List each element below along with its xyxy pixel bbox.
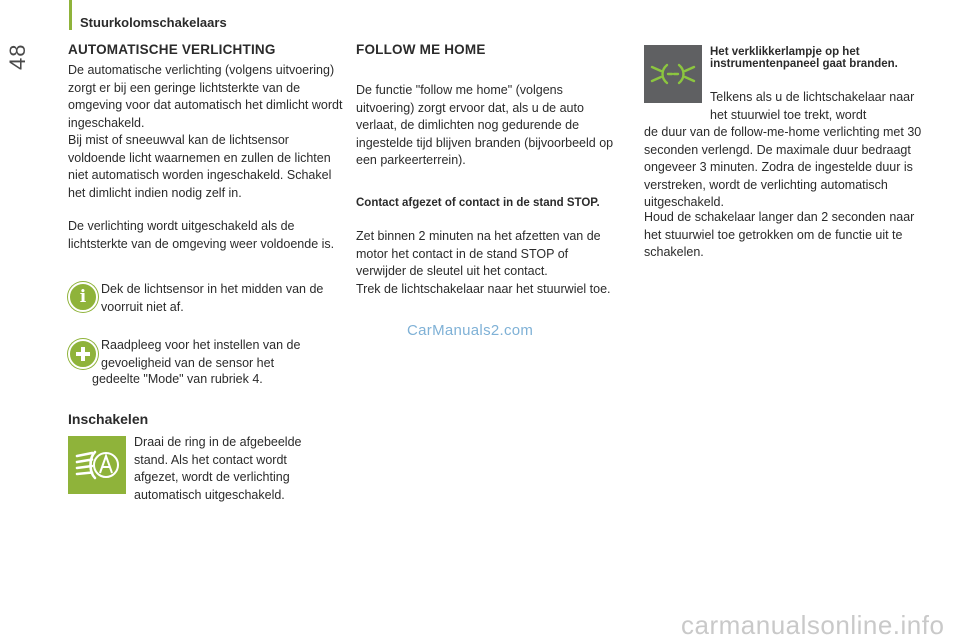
plus-icon [68,339,98,369]
plus-note-line-2: gedeelte "Mode" van rubriek 4. [92,372,263,386]
indicator-lamp-title: Het verklikkerlampje op het instrumentenpaneel gaat branden. [710,46,898,70]
info-icon: i [68,282,98,312]
plus-note-line-1: Raadpleeg voor het instellen van de gevoeligheid van de sensor het [101,338,301,370]
auto-lighting-paragraph-3: De verlichting wordt uitgeschakeld als de lichtsterkte van de omgeving weer voldoende is. [68,219,335,251]
inschakelen-text: Draai de ring in de afgebeelde stand. Als het contact wordt afgezet, wordt de verlichting automatisch uitgeschakeld. [134,435,302,502]
auto-lighting-paragraph-1: De automatische verlichting (volgens uitvoering) zorgt er bij een geringe lichtsterkte van de omgeving voor dat automatisch het dimlicht wordt ingeschakeld. [68,63,343,130]
follow-me-home-lamp-symbol [644,45,702,103]
contact-off-paragraph-1: Zet binnen 2 minuten na het afzetten van de motor het contact in de stand STOP of verwijder de sleutel uit het contact. [356,229,601,278]
auto-headlight-icon [68,436,126,494]
inschakelen-title: Inschakelen [68,411,149,427]
follow-me-home-lamp-icon [644,45,702,103]
section-title: Stuurkolomschakelaars [80,15,227,30]
auto-lighting-title: AUTOMATISCHE VERLICHTING [68,42,276,57]
auto-lighting-paragraph-2: Bij mist of sneeuwval kan de lichtsensor voldoende licht waarnemen en zullen de lichten niet automatisch worden ingeschakeld. Schakel het dimlicht indien nodig zelf in. [68,133,332,200]
follow-me-home-title: FOLLOW ME HOME [356,42,486,57]
center-watermark: CarManuals2.com [407,322,534,339]
auto-headlight-symbol [68,436,126,494]
footer-watermark: carmanualsonline.info [681,610,945,640]
header-accent-bar [69,0,72,30]
indicator-lamp-paragraph-3: Houd de schakelaar langer dan 2 seconden naar het stuurwiel toe getrokken om de functie uit te schakelen. [644,210,915,259]
contact-off-title: Contact afgezet of contact in de stand STOP. [356,197,600,209]
contact-off-paragraph-2: Trek de lichtschakelaar naar het stuurwiel toe. [356,282,611,296]
indicator-lamp-paragraph-2: de duur van de follow-me-home verlichting met 30 seconden verlengd. De maximale duur bedraagt ongeveer 3 minuten. Zodra de ingestelde duur is verstreken, wordt de verlichting automatisch uitgeschakeld. [644,125,922,209]
info-note: Dek de lichtsensor in het midden van de voorruit niet af. [101,282,324,314]
page-number: 48 [5,43,30,70]
follow-me-home-paragraph: De functie "follow me home" (volgens uitvoering) zorgt ervoor dat, als u de auto verlaat, de dimlichten nog gedurende de ingestelde tijd blijven branden (bijvoorbeeld op een parkeerterrein). [356,83,614,167]
indicator-lamp-paragraph-1: Telkens als u de lichtschakelaar naar het stuurwiel toe trekt, wordt [710,90,915,122]
